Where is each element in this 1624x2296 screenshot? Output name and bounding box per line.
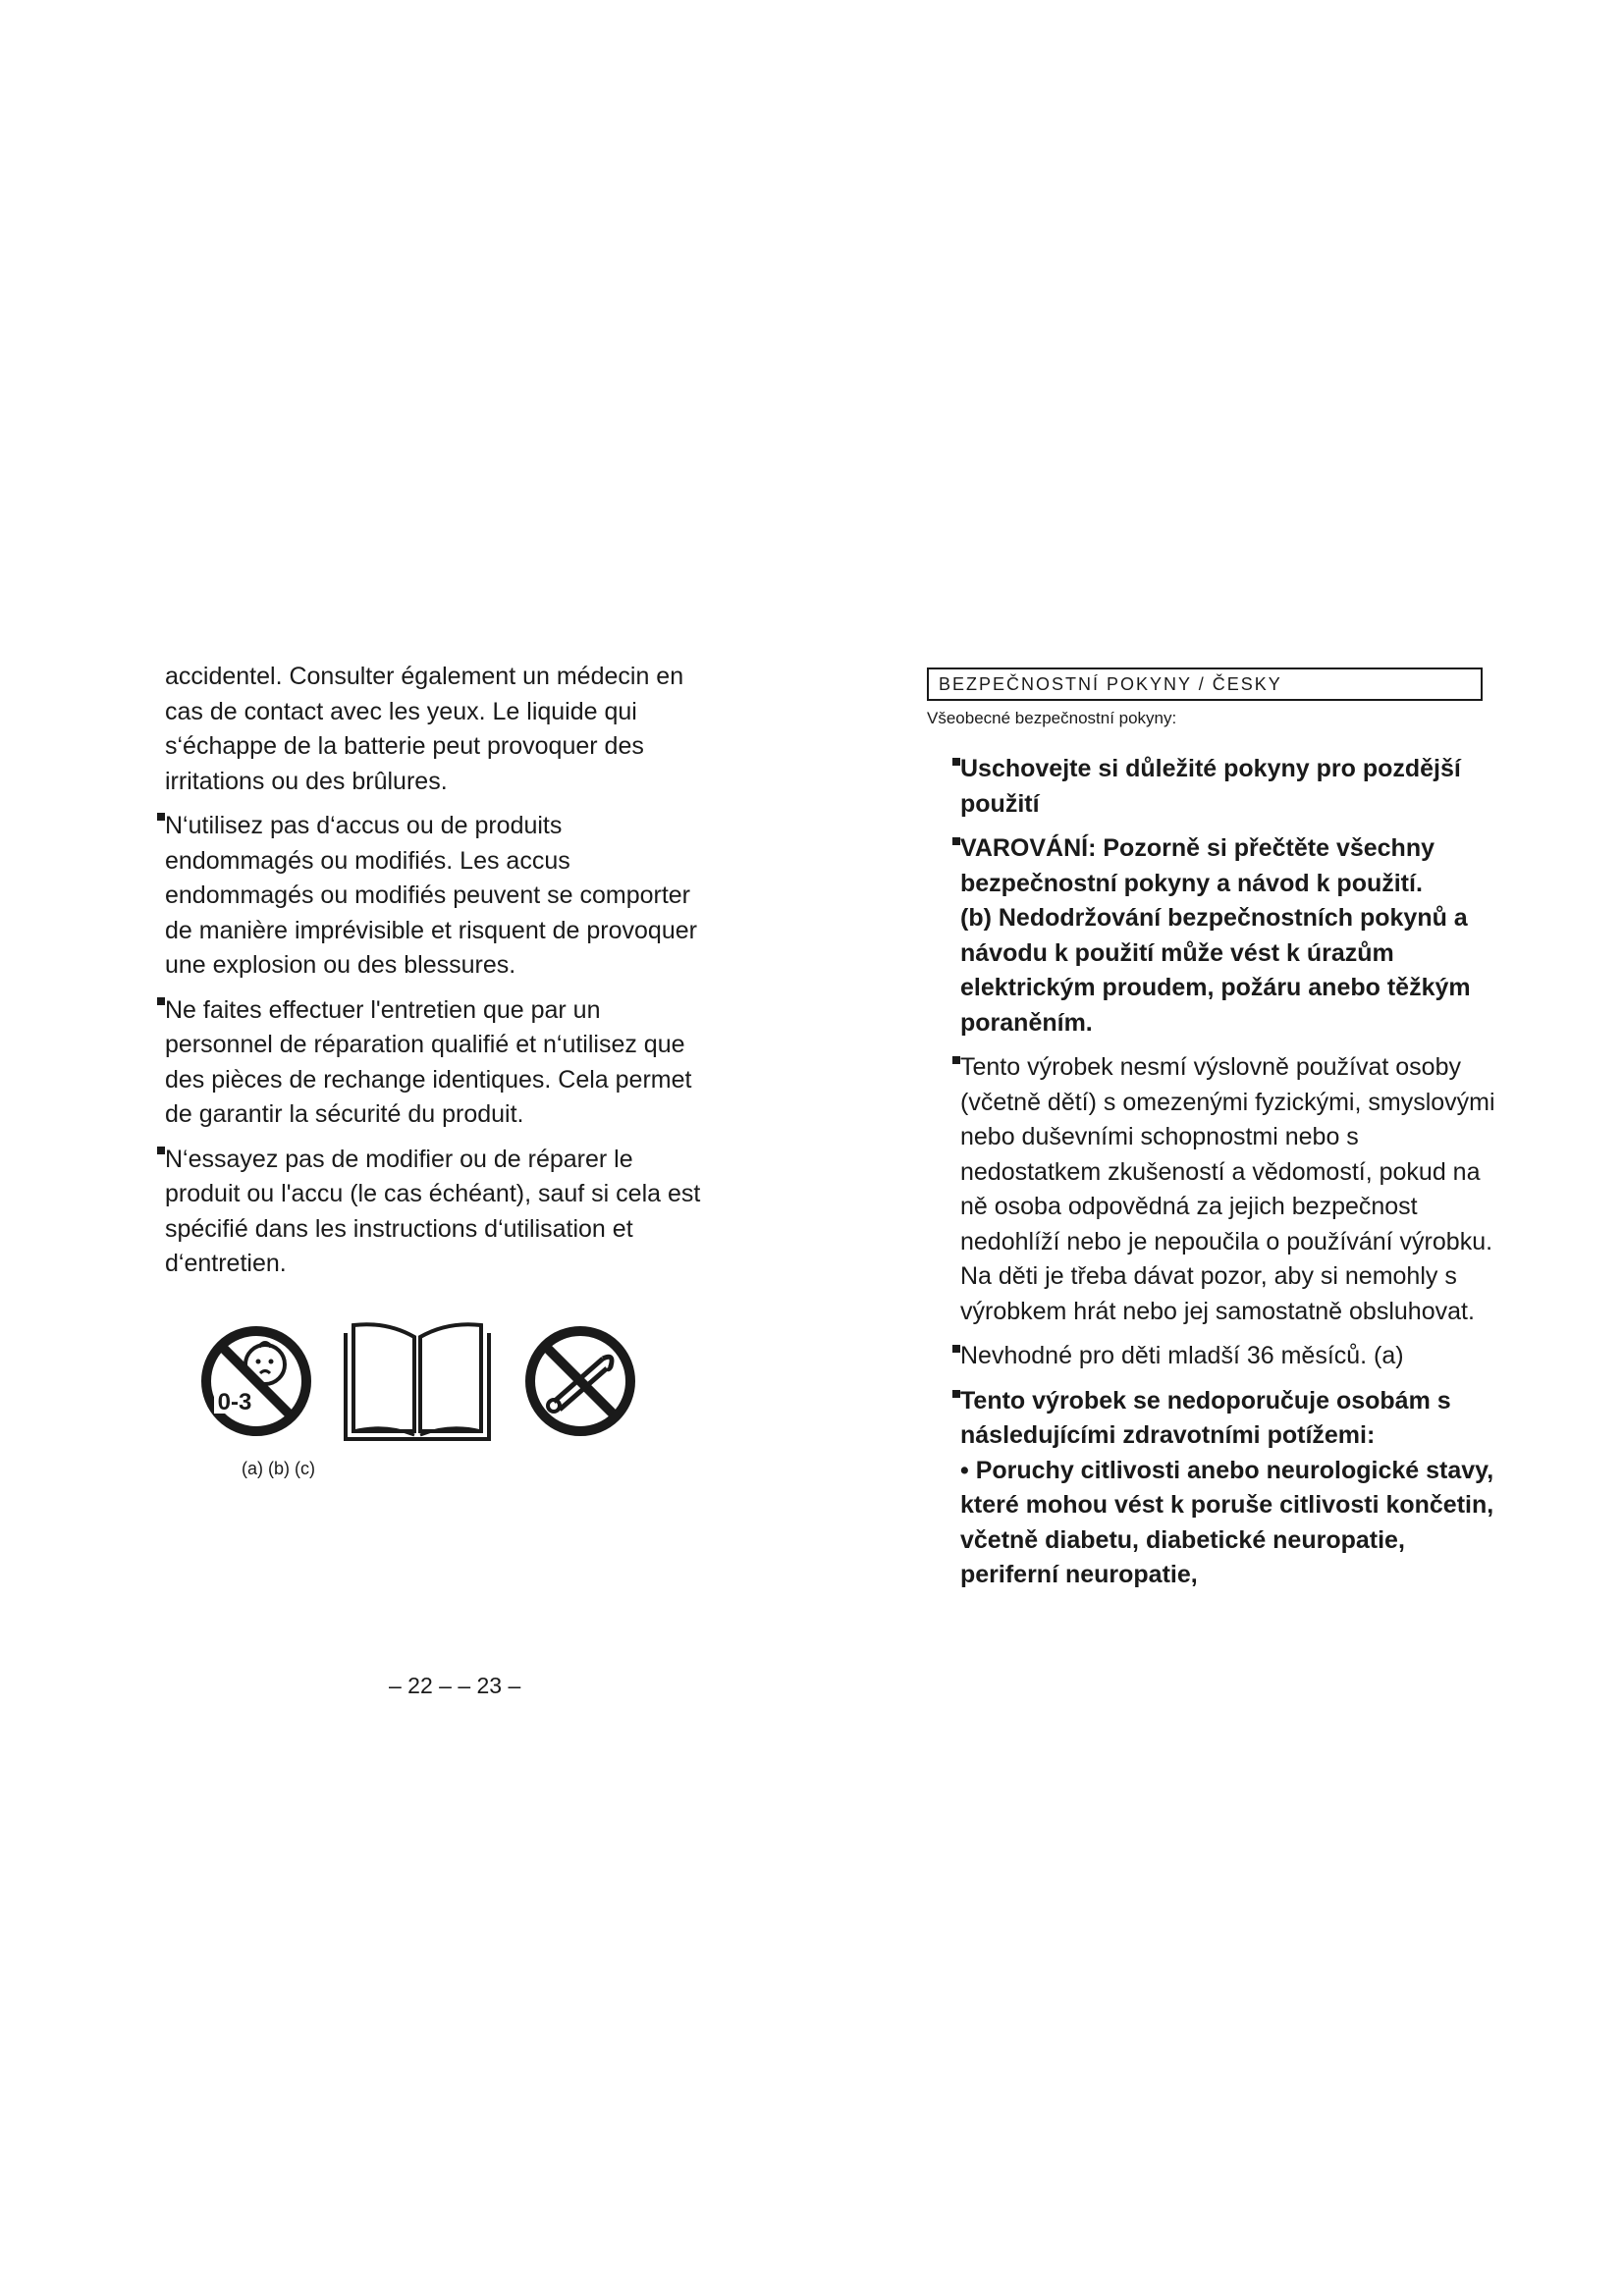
left-paragraph-4-text: N‘essayez pas de modifier ou de réparer le produit ou l'accu (le cas échéant), sauf si cela est spécifié dans les instructions d‘utilisation et d‘entretien. bbox=[165, 1145, 701, 1277]
left-paragraph-1: accidentel. Consulter également un médecin en cas de contact avec les yeux. Le liquide qui s‘échappe de la batterie peut provoquer des irritations ou des brûlures. bbox=[165, 663, 684, 795]
left-paragraph-2-text: N‘utilisez pas d‘accus ou de produits endommagés ou modifiés. Les accus endommagés ou modifiés peuvent se comporter de manière imprévisible et risquent de provoquer une explosion ou des blessures. bbox=[165, 812, 697, 979]
right-item-2-text: VAROVÁNÍ: Pozorně si přečtěte všechny bezpečnostní pokyny a návod k použití. bbox=[960, 834, 1435, 897]
section-subtitle: Všeobecné bezpečnostní pokyny: bbox=[927, 709, 1177, 727]
square-bullet-icon bbox=[952, 1390, 960, 1398]
svg-text:0-3: 0-3 bbox=[217, 1389, 252, 1415]
section-title: BEZPEČNOSTNÍ POKYNY / ČESKY bbox=[927, 667, 1483, 701]
right-item-4 bbox=[960, 1339, 1496, 1374]
no-pin-icon bbox=[524, 1325, 636, 1437]
square-bullet-icon bbox=[157, 813, 165, 821]
right-item-2 bbox=[960, 831, 1496, 1041]
left-bullet-paragraph-3 bbox=[165, 993, 715, 1133]
read-manual-icon bbox=[340, 1315, 495, 1447]
right-item-1 bbox=[960, 752, 1496, 822]
square-bullet-icon bbox=[952, 1345, 960, 1353]
no-children-0-3-icon bbox=[200, 1325, 312, 1437]
square-bullet-icon bbox=[952, 758, 960, 766]
left-column bbox=[165, 660, 715, 1292]
right-item-3 bbox=[960, 1050, 1496, 1329]
right-item-5-text: Tento výrobek se nedoporučuje osobám s následujícími zdravotními potížemi: bbox=[960, 1386, 1451, 1449]
right-item-5-extra: • Poruchy citlivosti anebo neurologické stavy, které mohou vést k poruše citlivosti končetin, včetně diabetu, diabetické neuropatie, periferní neuropatie, bbox=[960, 1456, 1494, 1588]
right-item-2-extra: (b) Nedodržování bezpečnostních pokynů a návodu k použití může vést k úrazům elektrickým proudem, požáru anebo těžkým poraněním. bbox=[960, 904, 1471, 1037]
square-bullet-icon bbox=[157, 997, 165, 1005]
right-item-4-text: Nevhodné pro děti mladší 36 měsíců. (a) bbox=[960, 1342, 1404, 1369]
right-item-1-text: Uschovejte si důležité pokyny pro pozdější použití bbox=[960, 755, 1461, 818]
left-bullet-paragraph-4 bbox=[165, 1143, 715, 1282]
square-bullet-icon bbox=[952, 837, 960, 845]
square-bullet-icon bbox=[157, 1147, 165, 1154]
right-item-3-text: Tento výrobek nesmí výslovně používat osoby (včetně dětí) s omezenými fyzickými, smyslovými nebo duševními schopnostmi nebo s nedostatkem zkušeností a vědomostí, pokud na ně osoba odpovědná za jejich bezpečnost nedohlíží nebo je nepoučila o používání výrobku. Na děti je třeba dávat pozor, aby si nemohly s výrobkem hrát nebo jej samostatně obsluhovat. bbox=[960, 1053, 1495, 1325]
safety-icons bbox=[200, 1315, 652, 1453]
icon-captions: (a) (b) (c) bbox=[242, 1459, 315, 1478]
left-paragraph-3-text: Ne faites effectuer l'entretien que par un personnel de réparation qualifié et n‘utilisez que des pièces de rechange identiques. Cela permet de garantir la sécurité du produit. bbox=[165, 995, 692, 1128]
square-bullet-icon bbox=[952, 1056, 960, 1064]
right-column bbox=[927, 667, 1496, 1603]
left-bullet-paragraph-2 bbox=[165, 809, 715, 984]
page-number: – 22 – – 23 – bbox=[389, 1673, 521, 1698]
right-item-5 bbox=[960, 1384, 1496, 1593]
